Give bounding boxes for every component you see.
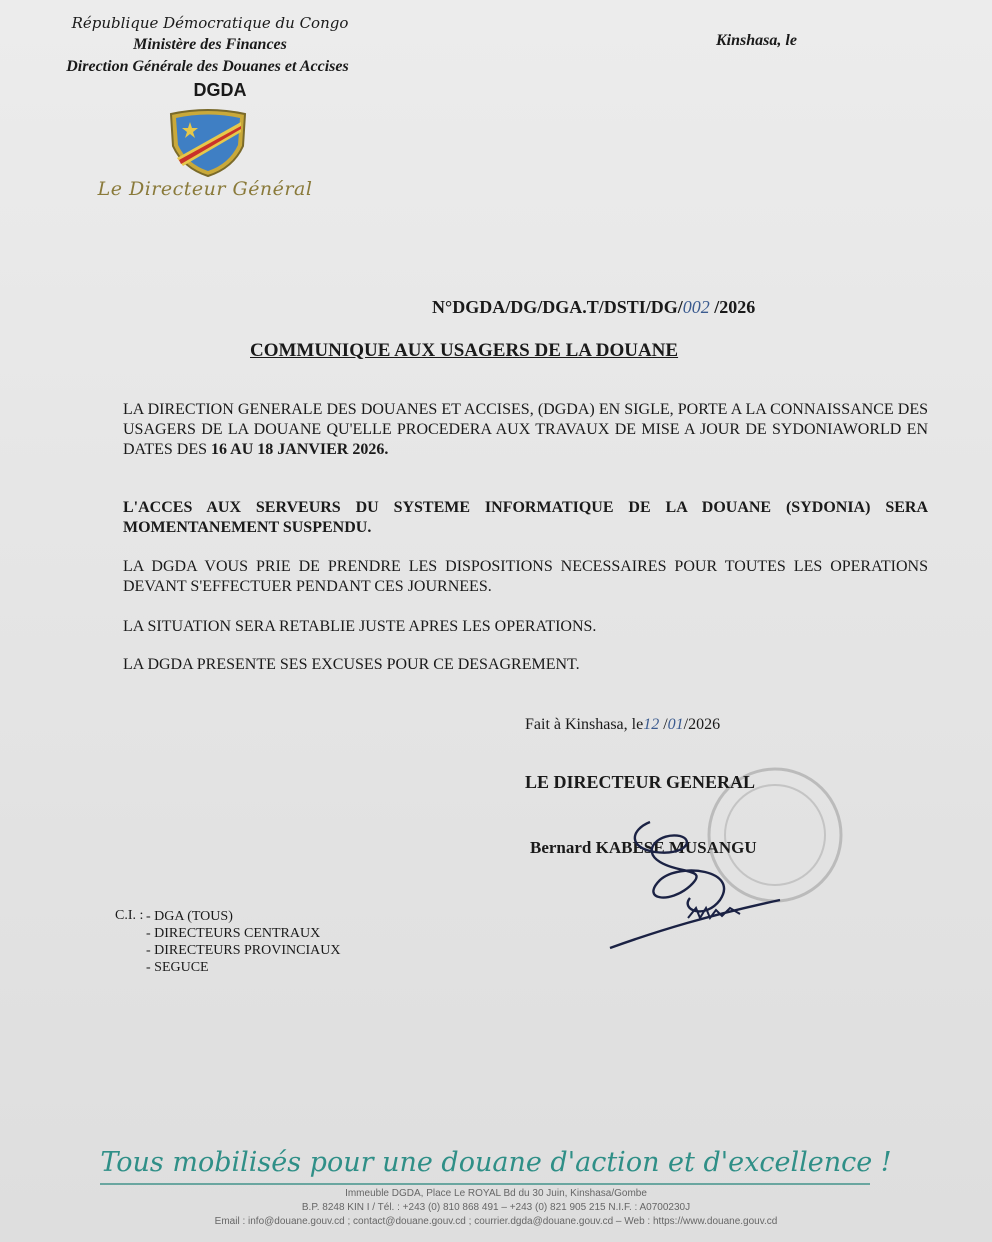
cc-list <box>146 908 340 976</box>
done-at-year: /2026 <box>683 716 721 733</box>
done-at-month: 01 <box>667 716 684 733</box>
footer-email-web: Email : info@douane.gouv.cd ; contact@douane.gouv.cd ; courrier.dgda@douane.gouv.cd – Web : https://www.douane.gouv.cd <box>214 1216 778 1227</box>
reference-handwritten-number: 002 <box>682 297 710 317</box>
paragraph-suspension: L'ACCES AUX SERVEURS DU SYSTEME INFORMATIQUE DE LA DOUANE (SYDONIA) SERA MOMENTANEMENT SUSPENDU. <box>123 499 928 536</box>
director-general-script-title: Le Directeur Général <box>97 178 313 200</box>
header-ministry: Ministère des Finances <box>133 36 287 53</box>
done-at-line: Fait à Kinshasa, le12 /01/2026 <box>525 716 721 733</box>
footer-contacts: B.P. 8248 KIN I / Tél. : +243 (0) 810 868 491 – +243 (0) 821 905 215 N.I.F. : A0700230J <box>301 1202 691 1213</box>
done-at-day: 12 <box>643 716 660 733</box>
cc-item: - DIRECTEURS PROVINCIAUX <box>146 943 341 958</box>
header-acronym: DGDA <box>193 80 247 100</box>
footer-slogan: Tous mobilisés pour une douane d'action et d'excellence ! <box>100 1147 892 1178</box>
signatory-name: Bernard KABESE MUSANGU <box>530 838 757 857</box>
place-date: Kinshasa, le <box>716 32 797 49</box>
cc-item: - SEGUCE <box>146 960 209 975</box>
paragraph-apology: LA DGDA PRESENTE SES EXCUSES POUR CE DESAGREMENT. <box>123 656 580 673</box>
header-republic: République Démocratique du Congo <box>71 14 349 32</box>
drc-flag-shield-icon <box>163 108 253 178</box>
signatory-title: LE DIRECTEUR GENERAL <box>525 772 756 792</box>
paragraph-announcement-text: LA DIRECTION GENERALE DES DOUANES ET ACCISES, (DGDA) EN SIGLE, PORTE A LA CONNAISSANCE DES USAGERS DE LA DOUANE QU'ELLE PROCEDERA AUX TRAVAUX DE MISE A JOUR DE SYDONIAWORLD EN DATES DES <box>123 401 928 458</box>
done-at-prefix: Fait à Kinshasa, le <box>525 716 644 733</box>
paragraph-restoration: LA SITUATION SERA RETABLIE JUSTE APRES LES OPERATIONS. <box>123 618 597 635</box>
document-title: COMMUNIQUE AUX USAGERS DE LA DOUANE <box>250 340 679 361</box>
reference-prefix: N°DGDA/DG/DGA.T/DSTI/DG/ <box>432 297 683 317</box>
cc-item: - DGA (TOUS) <box>146 909 233 924</box>
cc-item: - DIRECTEURS CENTRAUX <box>146 926 321 941</box>
handwritten-signature-icon <box>600 810 790 960</box>
paragraph-dispositions: LA DGDA VOUS PRIE DE PRENDRE LES DISPOSITIONS NECESSAIRES POUR TOUTES LES OPERATIONS DEVANT S'EFFECTUER PENDANT CES JOURNEES. <box>123 558 928 595</box>
footer-divider <box>100 1183 870 1185</box>
cc-label: C.I. : <box>115 908 144 923</box>
footer-address: Immeuble DGDA, Place Le ROYAL Bd du 30 Juin, Kinshasa/Gombe <box>345 1188 647 1199</box>
header-direction: Direction Générale des Douanes et Accises <box>66 58 349 75</box>
paragraph-announcement-dates: 16 AU 18 JANVIER 2026. <box>211 441 389 458</box>
reference-suffix: /2026 <box>714 297 756 317</box>
paragraph-announcement <box>123 400 928 460</box>
reference-number <box>432 297 755 318</box>
